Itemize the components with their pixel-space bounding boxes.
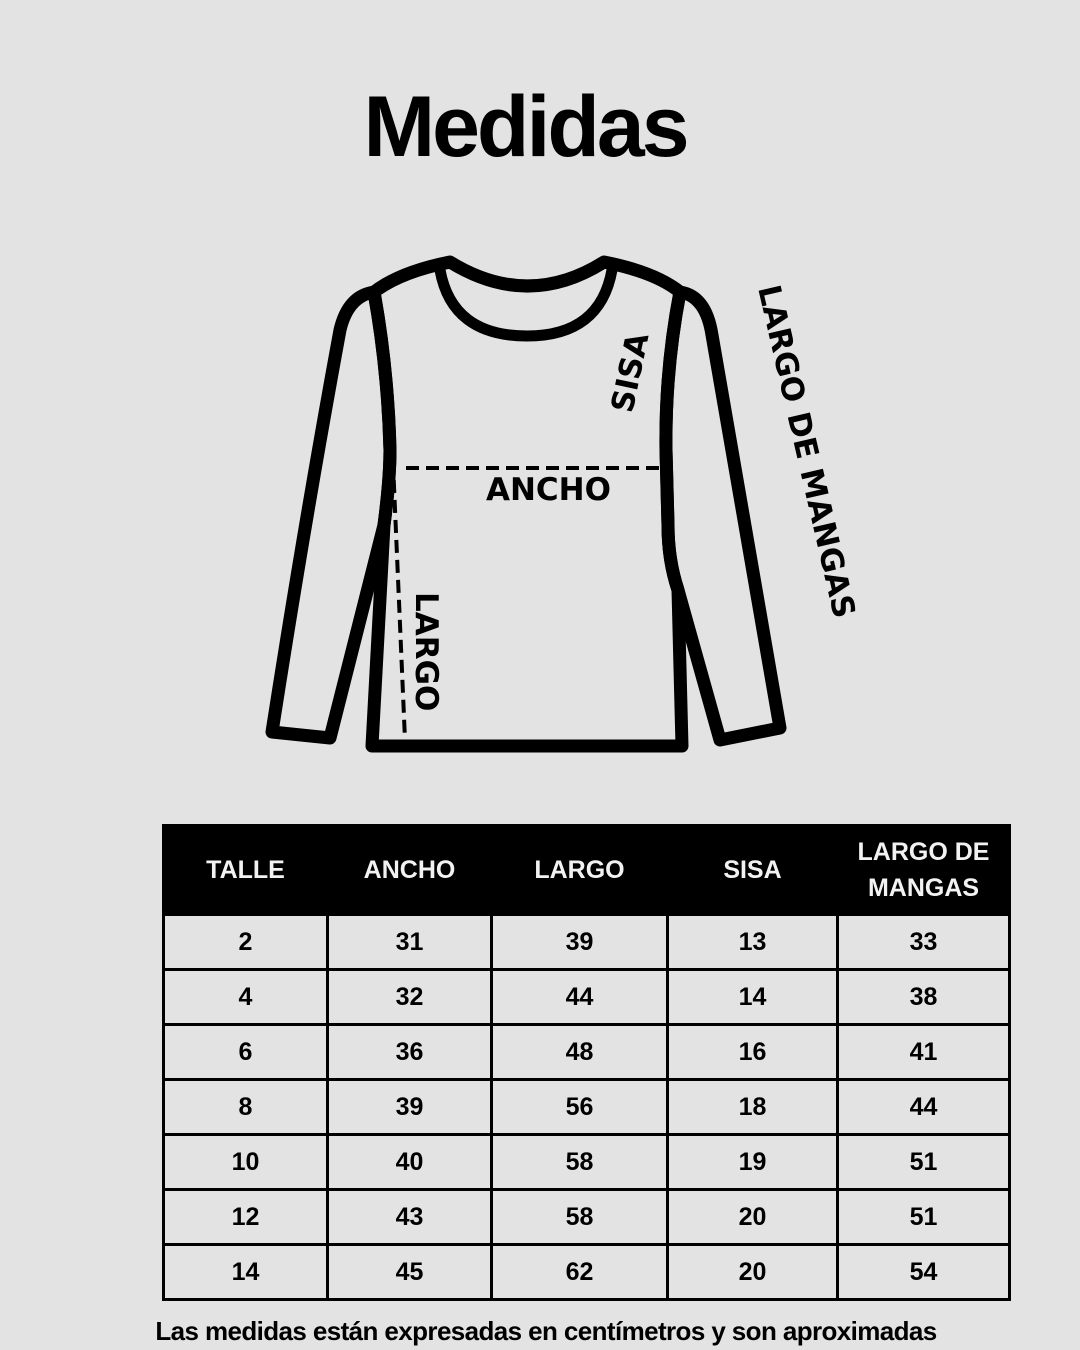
- label-largo-mangas: LARGO DE MANGAS: [750, 281, 862, 622]
- table-cell: 10: [164, 1135, 328, 1190]
- page-title: Medidas: [363, 79, 687, 175]
- table-cell: 54: [838, 1245, 1010, 1300]
- largo-line: [392, 440, 405, 740]
- table-row: [164, 1135, 1010, 1190]
- table-cell: 4: [164, 970, 328, 1025]
- table-cell: 8: [164, 1080, 328, 1135]
- table-cell: 2: [164, 915, 328, 970]
- table-cell: 38: [838, 970, 1010, 1025]
- table-cell: 51: [838, 1135, 1010, 1190]
- table-cell: 43: [328, 1190, 492, 1245]
- label-largo: LARGO: [408, 592, 444, 712]
- table-cell: 32: [328, 970, 492, 1025]
- table-cell: 20: [668, 1190, 838, 1245]
- header-sisa: SISA: [668, 826, 838, 915]
- footnote: Las medidas están expresadas en centímetros y son aproximadas: [155, 1316, 937, 1346]
- table-cell: 41: [838, 1025, 1010, 1080]
- table-cell: 14: [164, 1245, 328, 1300]
- table-cell: 39: [328, 1080, 492, 1135]
- table-cell: 58: [492, 1190, 668, 1245]
- size-table: [162, 824, 1011, 1301]
- table-cell: 56: [492, 1080, 668, 1135]
- table-row: [164, 1025, 1010, 1080]
- table-row: [164, 1245, 1010, 1300]
- table-cell: 51: [838, 1190, 1010, 1245]
- table-cell: 44: [492, 970, 668, 1025]
- table-cell: 39: [492, 915, 668, 970]
- table-cell: 58: [492, 1135, 668, 1190]
- table-cell: 18: [668, 1080, 838, 1135]
- table-cell: 6: [164, 1025, 328, 1080]
- table-row: [164, 970, 1010, 1025]
- table-row: [164, 915, 1010, 970]
- table-cell: 31: [328, 915, 492, 970]
- header-talle: TALLE: [164, 826, 328, 915]
- table-cell: 20: [668, 1245, 838, 1300]
- table-row: [164, 1080, 1010, 1135]
- table-header-row: [164, 826, 1010, 915]
- header-largo: LARGO: [492, 826, 668, 915]
- table-cell: 14: [668, 970, 838, 1025]
- table-cell: 33: [838, 915, 1010, 970]
- table-row: [164, 1190, 1010, 1245]
- header-largo-mangas: LARGO DE MANGAS: [838, 826, 1010, 915]
- label-ancho: ANCHO: [486, 472, 611, 508]
- table-cell: 44: [838, 1080, 1010, 1135]
- label-sisa: SISA: [604, 329, 657, 416]
- table-cell: 16: [668, 1025, 838, 1080]
- table-cell: 19: [668, 1135, 838, 1190]
- table-cell: 13: [668, 915, 838, 970]
- table-cell: 40: [328, 1135, 492, 1190]
- table-cell: 12: [164, 1190, 328, 1245]
- table-cell: 45: [328, 1245, 492, 1300]
- table-cell: 36: [328, 1025, 492, 1080]
- table-cell: 62: [492, 1245, 668, 1300]
- table-cell: 48: [492, 1025, 668, 1080]
- header-ancho: ANCHO: [328, 826, 492, 915]
